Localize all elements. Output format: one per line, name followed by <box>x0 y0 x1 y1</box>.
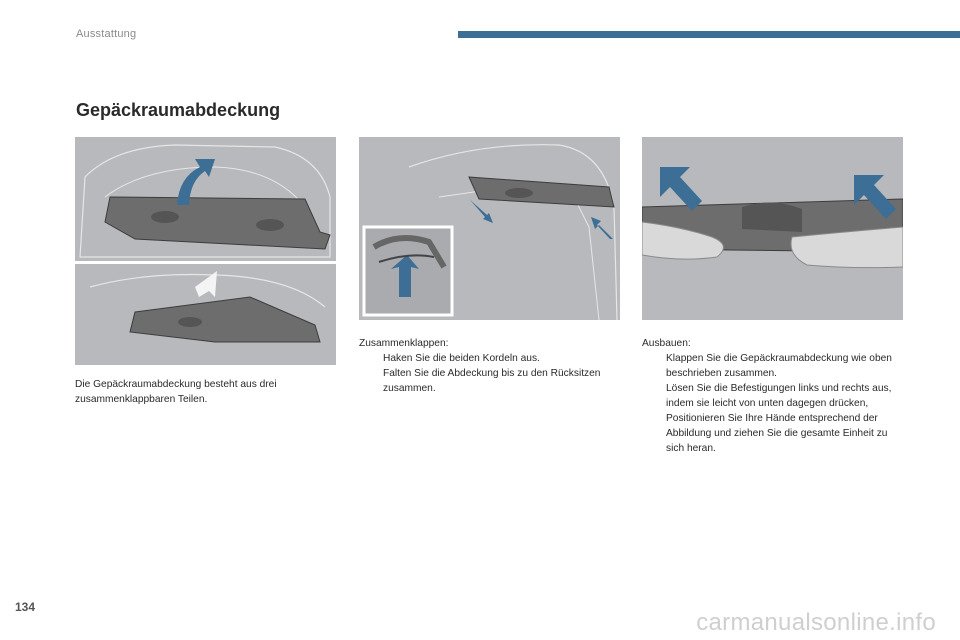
list-item <box>359 351 621 366</box>
step-text: Lösen Sie die Befestigungen links und rechts aus, indem sie leicht von unten dagegen drücken, <box>666 383 892 409</box>
remove-steps-list <box>642 351 908 456</box>
fold-instructions <box>359 336 621 396</box>
page-number: 134 <box>15 600 36 614</box>
fold-heading: Zusammenklappen: <box>359 338 449 349</box>
step-text: Haken Sie die beiden Kordeln aus. <box>383 353 540 364</box>
cover-removal-icon <box>642 137 903 320</box>
step-text: Positionieren Sie Ihre Hände entsprechend der Abbildung und ziehen Sie die gesamte Einheit zu sich heran. <box>666 413 888 454</box>
illustration-remove-cover <box>642 137 903 320</box>
page-title: Gepäckraumabdeckung <box>76 100 281 120</box>
illustration-fold-cover <box>75 137 336 365</box>
list-item <box>642 351 908 381</box>
section-label: Ausstattung <box>76 28 137 40</box>
fold-steps-list <box>359 351 621 396</box>
illustration-unhook-cords <box>359 137 620 320</box>
step-text: Falten Sie die Abdeckung bis zu den Rücksitzen zusammen. <box>383 368 601 394</box>
header-bar <box>458 31 960 38</box>
remove-heading: Ausbauen: <box>642 338 691 349</box>
list-item <box>642 381 908 411</box>
watermark: carmanualsonline.info <box>696 609 936 636</box>
car-trunk-icon <box>359 137 620 320</box>
list-item <box>642 411 908 456</box>
step-text: Klappen Sie die Gepäckraumabdeckung wie oben beschrieben zusammen. <box>666 353 892 379</box>
remove-instructions <box>642 336 908 456</box>
list-item <box>359 366 621 396</box>
intro-paragraph: Die Gepäckraumabdeckung besteht aus drei zusammenklappbaren Teilen. <box>75 379 277 405</box>
intro-text <box>75 377 330 407</box>
car-trunk-icon <box>75 137 336 365</box>
